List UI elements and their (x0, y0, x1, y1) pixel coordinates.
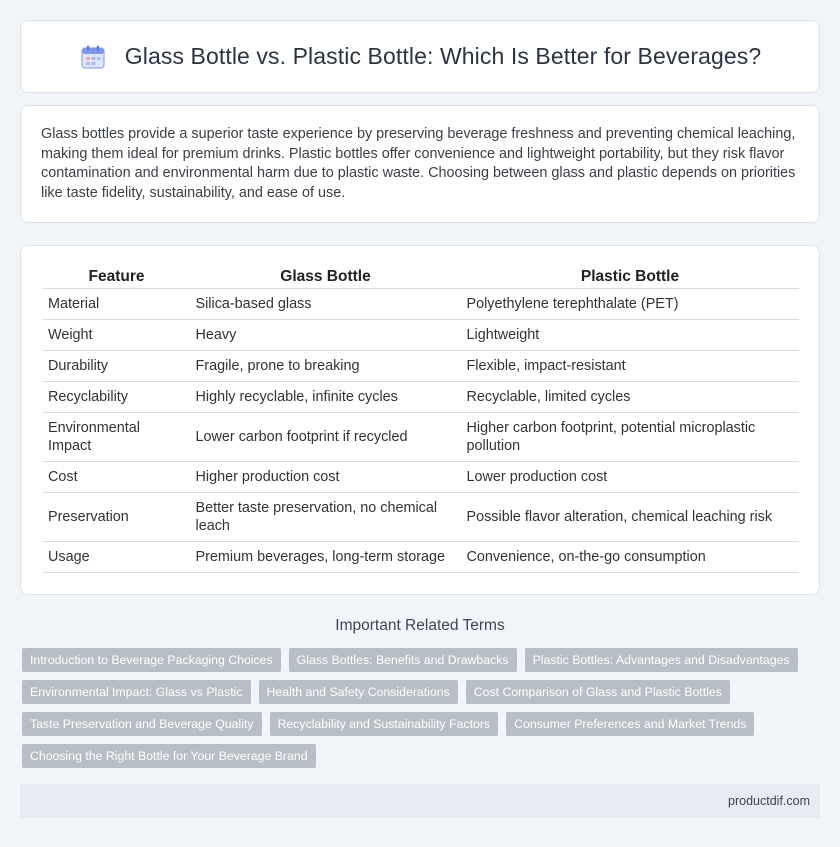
page-title: Glass Bottle vs. Plastic Bottle: Which Is Better for Beverages? (124, 43, 762, 69)
footer-site-link[interactable]: productdif.com (728, 794, 810, 808)
related-terms-title: Important Related Terms (335, 617, 505, 634)
table-row (43, 462, 799, 493)
calendar-icon (79, 43, 107, 71)
feature-cell: Cost (43, 462, 190, 493)
related-term-tag[interactable]: Glass Bottles: Benefits and Drawbacks (289, 648, 517, 672)
glass-cell: Highly recyclable, infinite cycles (190, 382, 461, 413)
feature-cell: Material (43, 289, 190, 320)
intro-paragraph: Glass bottles provide a superior taste experience by preserving beverage freshness and preventing chemical leaching, making them ideal for premium drinks. Plastic bottles offer convenience and lightweight portability, but they risk flavor contamination and environmental harm due to plastic waste. Choosing between glass and plastic depends on priorities like taste fidelity, sustainability, and ease of use. (41, 126, 796, 201)
glass-cell: Higher production cost (190, 462, 461, 493)
footer (20, 784, 820, 818)
glass-cell: Silica-based glass (190, 289, 461, 320)
related-term-tag[interactable]: Health and Safety Considerations (259, 680, 458, 704)
table-row (43, 542, 799, 573)
feature-cell: Recyclability (43, 382, 190, 413)
related-term-tag[interactable]: Cost Comparison of Glass and Plastic Bottles (466, 680, 730, 704)
related-term-tag[interactable]: Introduction to Beverage Packaging Choices (22, 648, 281, 672)
glass-cell: Fragile, prone to breaking (190, 351, 461, 382)
glass-cell: Premium beverages, long-term storage (190, 542, 461, 573)
comparison-table (43, 264, 799, 573)
table-row (43, 320, 799, 351)
header-glass-bottle: Glass Bottle (190, 264, 461, 289)
glass-cell: Heavy (190, 320, 461, 351)
plastic-cell: Lightweight (461, 320, 799, 351)
table-row (43, 413, 799, 462)
intro-card (20, 105, 820, 223)
header-card (20, 20, 820, 93)
related-term-tag[interactable]: Consumer Preferences and Market Trends (506, 712, 754, 736)
plastic-cell: Convenience, on-the-go consumption (461, 542, 799, 573)
glass-cell: Lower carbon footprint if recycled (190, 413, 461, 462)
table-header-row (43, 264, 799, 289)
header-plastic-bottle: Plastic Bottle (461, 264, 799, 289)
feature-cell: Environmental Impact (43, 413, 190, 462)
feature-cell: Usage (43, 542, 190, 573)
glass-cell: Better taste preservation, no chemical leach (190, 493, 461, 542)
table-row (43, 289, 799, 320)
related-term-tag[interactable]: Choosing the Right Bottle for Your Beverage Brand (22, 744, 316, 768)
plastic-cell: Possible flavor alteration, chemical leaching risk (461, 493, 799, 542)
feature-cell: Weight (43, 320, 190, 351)
table-row (43, 351, 799, 382)
related-term-tag[interactable]: Environmental Impact: Glass vs Plastic (22, 680, 251, 704)
feature-cell: Durability (43, 351, 190, 382)
plastic-cell: Polyethylene terephthalate (PET) (461, 289, 799, 320)
related-term-tag[interactable]: Recyclability and Sustainability Factors (270, 712, 499, 736)
header-feature: Feature (43, 264, 190, 289)
related-term-tag[interactable]: Taste Preservation and Beverage Quality (22, 712, 262, 736)
plastic-cell: Higher carbon footprint, potential microplastic pollution (461, 413, 799, 462)
table-row (43, 382, 799, 413)
table-row (43, 493, 799, 542)
feature-cell: Preservation (43, 493, 190, 542)
comparison-table-card (20, 245, 820, 595)
plastic-cell: Recyclable, limited cycles (461, 382, 799, 413)
plastic-cell: Lower production cost (461, 462, 799, 493)
related-term-tag[interactable]: Plastic Bottles: Advantages and Disadvantages (525, 648, 798, 672)
plastic-cell: Flexible, impact-resistant (461, 351, 799, 382)
related-terms-tags (22, 648, 812, 768)
